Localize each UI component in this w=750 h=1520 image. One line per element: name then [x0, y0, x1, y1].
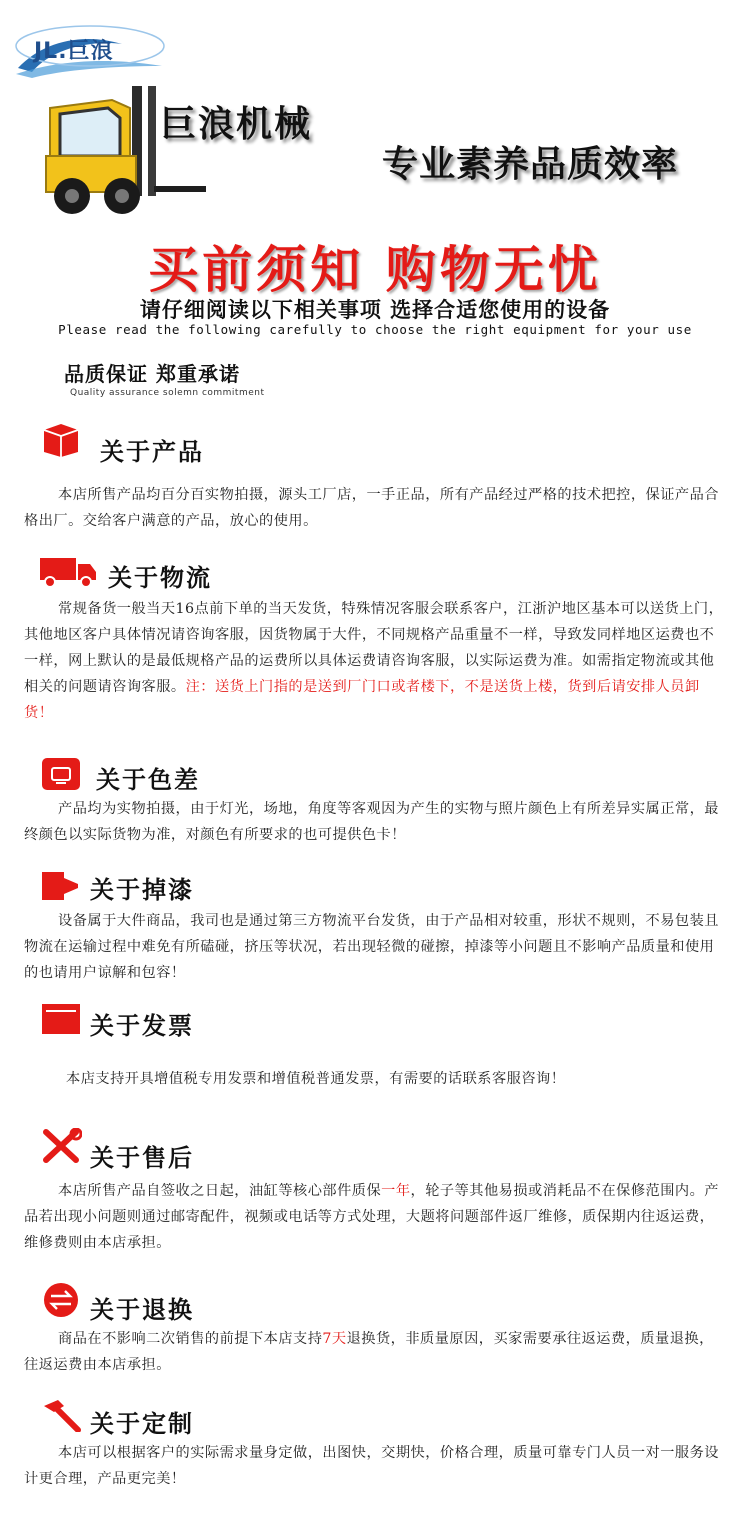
logistics-note: 注：送货上门指的是送到厂门口或者楼下，不是送货上楼，货到后请安排人员卸货！: [24, 679, 700, 721]
section-body-product: 本店所售产品均百分百实物拍摄，源头工厂店，一手正品，所有产品经过严格的技术把控，保证产品合格出厂。交给客户满意的产品，放心的使用。: [24, 487, 719, 529]
paint-icon: [40, 868, 82, 904]
brand-name: 巨浪机械: [160, 103, 313, 145]
slogan: 专业素养品质效率: [382, 143, 679, 185]
subtitle-cn: 请仔细阅读以下相关事项 选择合适您使用的设备: [139, 297, 611, 322]
return-period: 7天: [322, 1331, 347, 1347]
subtitle-en: Please read the following carefully to choose the right equipment for your use: [58, 322, 692, 337]
quality-heading: 品质保证 郑重承诺: [64, 362, 240, 386]
truck-icon: [38, 552, 98, 588]
section-body-custom: 本店可以根据客户的实际需求量身定做，出图快，交期快，价格合理，质量可靠专门人员一对一服务设计更合理，产品更完美！: [24, 1445, 719, 1487]
hammer-icon: [40, 1396, 82, 1432]
invoice-icon: [40, 1002, 82, 1038]
quality-heading-en: Quality assurance solemn commitment: [70, 388, 265, 398]
screen-icon: [40, 756, 82, 792]
section-title-color: 关于色差: [96, 765, 200, 794]
section-body-invoice: 本店支持开具增值税专用发票和增值税普通发票，有需要的话联系客服咨询！: [66, 1071, 566, 1087]
section-title-product: 关于产品: [100, 437, 204, 466]
brand-logo: [12, 22, 172, 80]
section-title-return: 关于退换: [90, 1295, 194, 1324]
section-title-invoice: 关于发票: [90, 1011, 194, 1040]
section-body-logistics: 常规备货一般当天16点前下单的当天发货，特殊情况客服会联系客户，江浙沪地区基本可以送货上门，其他地区客户具体情况请咨询客服，因货物属于大件，不同规格产品重量不一样，导致发同样地区运费也不一样，网上默认的是最低规格产品的运费所以具体运费请咨询客服，以实际运费为准。如需指定物流或其他相关的问题请咨询客服。注：送货上门指的是送到厂门口或者楼下，不是送货上楼，货到后请安排人员卸货！: [24, 601, 724, 721]
section-title-logistics: 关于物流: [108, 563, 212, 592]
section-body-color: 产品均为实物拍摄，由于灯光，场地，角度等客观因为产生的实物与照片颜色上有所差异实属正常，最终颜色以实际货物为准，对颜色有所要求的也可提供色卡！: [24, 801, 719, 843]
section-body-return: 商品在不影响二次销售的前提下本店支持7天退换货，非质量原因，买家需要承往返运费，质量退换，往返运费由本店承担。: [24, 1331, 714, 1373]
exchange-icon: [40, 1282, 82, 1318]
logo-text: JL.巨浪: [34, 39, 114, 64]
box-icon: [40, 422, 82, 458]
warranty-period: 一年: [381, 1183, 411, 1199]
tools-icon: [40, 1128, 82, 1164]
section-title-paint: 关于掉漆: [90, 875, 194, 904]
section-title-aftersales: 关于售后: [90, 1143, 194, 1172]
section-title-custom: 关于定制: [90, 1409, 194, 1438]
section-body-paint: 设备属于大件商品，我司也是通过第三方物流平台发货，由于产品相对较重，形状不规则，不易包装且物流在运输过程中难免有所磕碰，挤压等状况，若出现轻微的碰擦，掉漆等小问题且不影响产品质量和使用的也请用户谅解和包容！: [24, 913, 719, 981]
section-body-aftersales: 本店所售产品自签收之日起，油缸等核心部件质保一年，轮子等其他易损或消耗品不在保修范围内。产品若出现小问题则通过邮寄配件，视频或电话等方式处理，大题将问题部件返厂维修，质保期内往返运费，维修费则由本店承担。: [24, 1183, 719, 1251]
page-title: 买前须知 购物无忧: [148, 240, 602, 299]
